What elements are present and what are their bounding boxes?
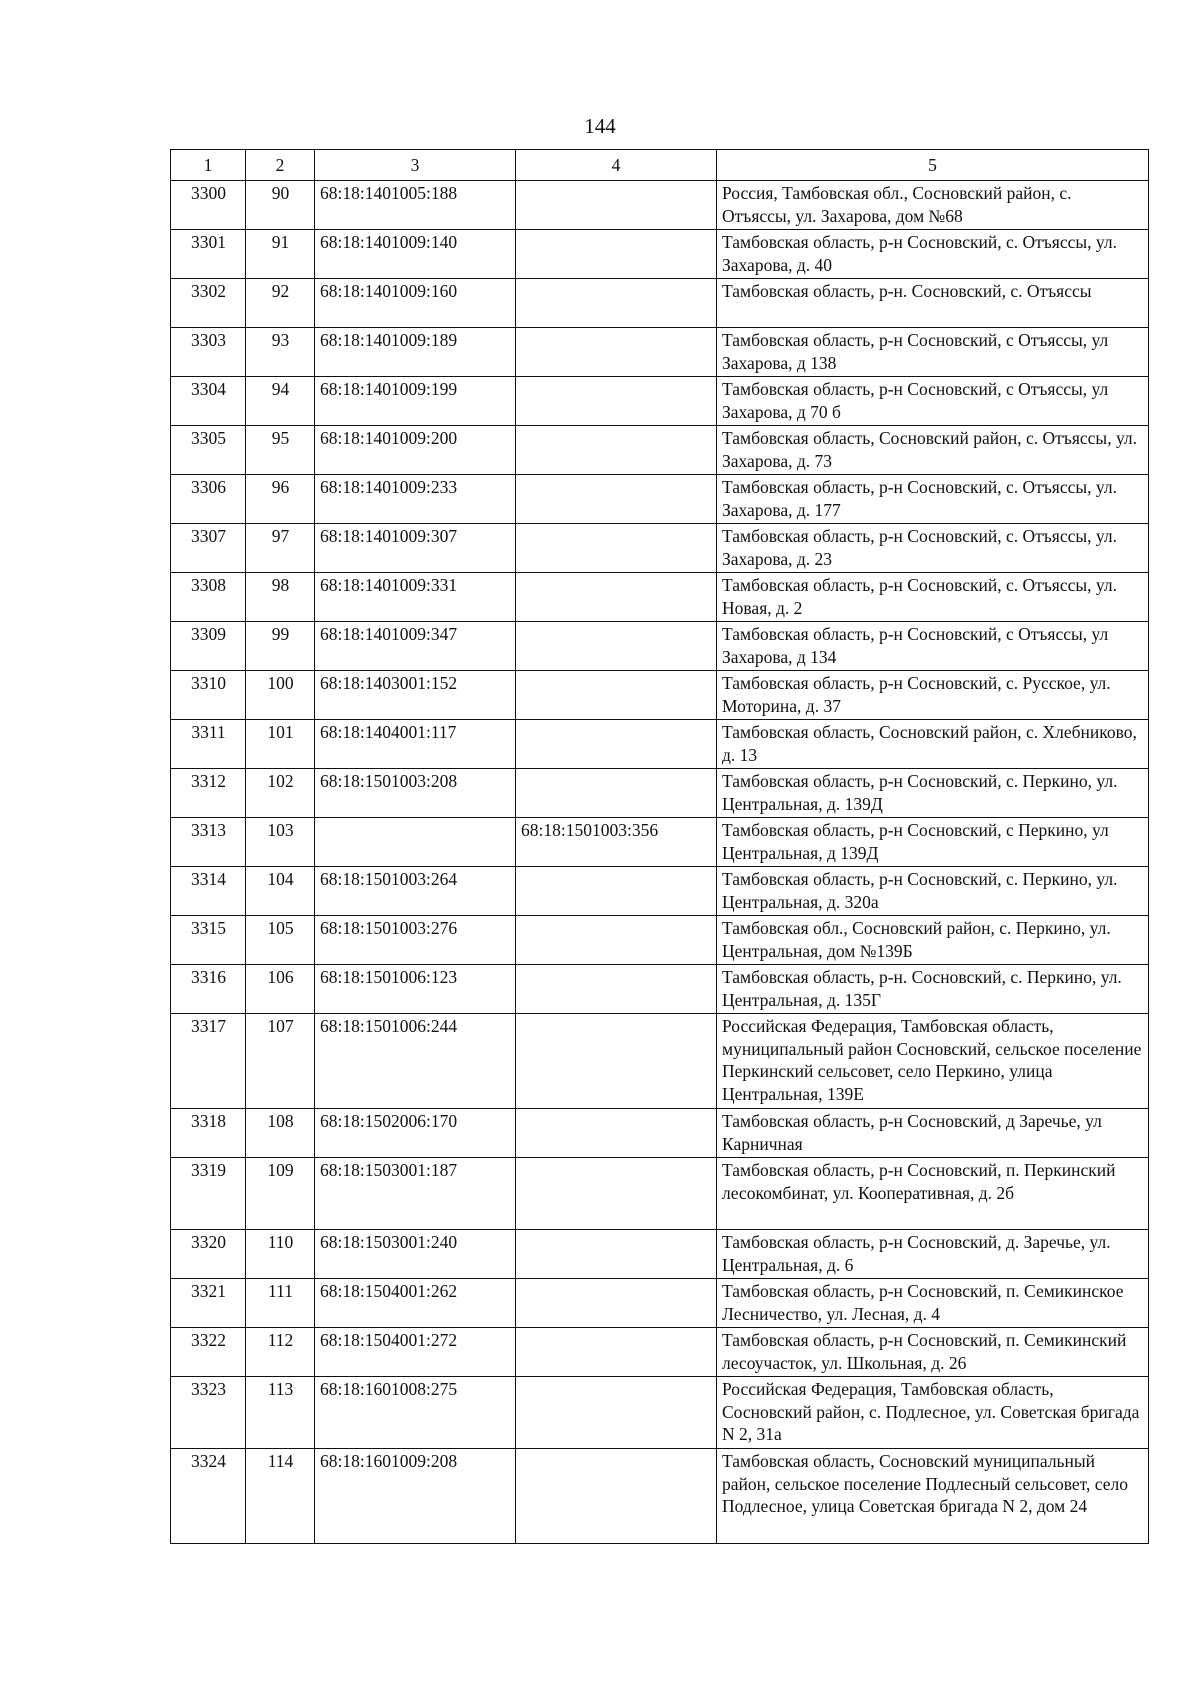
table-row [171, 1377, 1149, 1449]
page-number: 144 [584, 114, 616, 138]
cadastral-number-cell: 68:18:1401009:233 [315, 475, 516, 524]
address-cell: Российская Федерация, Тамбовская область, Сосновский район, с. Подлесное, ул. Советская бригада N 2, 31а [717, 1377, 1149, 1449]
row-index-cell: 110 [246, 1230, 315, 1279]
table-row [171, 377, 1149, 426]
cadastral-number-cell: 68:18:1601009:208 [315, 1449, 516, 1544]
address-cell: Тамбовская область, р-н Сосновский, с Отъяссы, ул Захарова, д 134 [717, 622, 1149, 671]
row-index-cell: 107 [246, 1014, 315, 1109]
address-cell: Тамбовская область, р-н Сосновский, с. Отъяссы, ул. Захарова, д. 40 [717, 230, 1149, 279]
cadastral-number-cell: 68:18:1601008:275 [315, 1377, 516, 1449]
table-row [171, 965, 1149, 1014]
cadastral-number-alt-cell [516, 916, 717, 965]
cadastral-number-alt-cell [516, 1328, 717, 1377]
table-row [171, 1449, 1149, 1544]
row-index-cell: 104 [246, 867, 315, 916]
cadastral-number-alt-cell [516, 671, 717, 720]
cadastral-number-alt-cell [516, 1014, 717, 1109]
row-index-cell: 90 [246, 181, 315, 230]
row-number-cell: 3310 [171, 671, 246, 720]
cadastral-number-alt-cell [516, 377, 717, 426]
row-number-cell: 3319 [171, 1158, 246, 1230]
address-cell: Тамбовская область, р-н Сосновский, п. Семикинское Лесничество, ул. Лесная, д. 4 [717, 1279, 1149, 1328]
row-index-cell: 109 [246, 1158, 315, 1230]
row-number-cell: 3309 [171, 622, 246, 671]
table-row [171, 573, 1149, 622]
cadastral-number-cell: 68:18:1501003:276 [315, 916, 516, 965]
address-cell: Тамбовская область, р-н Сосновский, с Отъяссы, ул Захарова, д 70 б [717, 377, 1149, 426]
cadastral-number-cell: 68:18:1403001:152 [315, 671, 516, 720]
row-number-cell: 3306 [171, 475, 246, 524]
row-index-cell: 103 [246, 818, 315, 867]
address-cell: Тамбовская область, р-н Сосновский, д. Заречье, ул. Центральная, д. 6 [717, 1230, 1149, 1279]
table-header [171, 150, 1149, 181]
address-cell: Тамбовская область, р-н Сосновский, с. Отъяссы, ул. Захарова, д. 23 [717, 524, 1149, 573]
table-row [171, 475, 1149, 524]
row-number-cell: 3315 [171, 916, 246, 965]
cadastral-number-cell: 68:18:1401009:331 [315, 573, 516, 622]
cadastral-number-alt-cell [516, 1377, 717, 1449]
row-number-cell: 3304 [171, 377, 246, 426]
row-number-cell: 3320 [171, 1230, 246, 1279]
row-index-cell: 92 [246, 279, 315, 328]
cadastral-number-cell: 68:18:1504001:262 [315, 1279, 516, 1328]
row-index-cell: 94 [246, 377, 315, 426]
cadastral-number-cell: 68:18:1401009:160 [315, 279, 516, 328]
cadastral-number-alt-cell [516, 426, 717, 475]
row-index-cell: 97 [246, 524, 315, 573]
cadastral-number-alt-cell [516, 965, 717, 1014]
row-number-cell: 3308 [171, 573, 246, 622]
cadastral-number-alt-cell: 68:18:1501003:356 [516, 818, 717, 867]
cadastral-number-cell: 68:18:1503001:240 [315, 1230, 516, 1279]
address-cell: Тамбовская область, р-н Сосновский, с. Перкино, ул. Центральная, д. 139Д [717, 769, 1149, 818]
table-row [171, 720, 1149, 769]
table-row [171, 524, 1149, 573]
address-cell: Тамбовская область, Сосновский район, с. Отъяссы, ул. Захарова, д. 73 [717, 426, 1149, 475]
cadastral-number-alt-cell [516, 1449, 717, 1544]
row-number-cell: 3314 [171, 867, 246, 916]
address-cell: Тамбовская обл., Сосновский район, с. Перкино, ул. Центральная, дом №139Б [717, 916, 1149, 965]
row-index-cell: 102 [246, 769, 315, 818]
cadastral-number-alt-cell [516, 720, 717, 769]
cadastral-number-cell: 68:18:1504001:272 [315, 1328, 516, 1377]
cadastral-number-cell: 68:18:1503001:187 [315, 1158, 516, 1230]
row-index-cell: 99 [246, 622, 315, 671]
row-number-cell: 3312 [171, 769, 246, 818]
row-number-cell: 3302 [171, 279, 246, 328]
row-number-cell: 3313 [171, 818, 246, 867]
row-index-cell: 91 [246, 230, 315, 279]
address-cell: Тамбовская область, р-н Сосновский, с Отъяссы, ул Захарова, д 138 [717, 328, 1149, 377]
row-number-cell: 3301 [171, 230, 246, 279]
table-row [171, 622, 1149, 671]
header-col-5: 5 [717, 150, 1149, 181]
row-number-cell: 3324 [171, 1449, 246, 1544]
cadastral-number-cell: 68:18:1401009:189 [315, 328, 516, 377]
address-cell: Тамбовская область, р-н Сосновский, с. Перкино, ул. Центральная, д. 320а [717, 867, 1149, 916]
address-cell: Тамбовская область, р-н Сосновский, с. Отъяссы, ул. Новая, д. 2 [717, 573, 1149, 622]
cadastral-number-cell: 68:18:1501006:244 [315, 1014, 516, 1109]
row-index-cell: 108 [246, 1109, 315, 1158]
cadastral-number-alt-cell [516, 1230, 717, 1279]
address-cell: Тамбовская область, Сосновский муниципальный район, сельское поселение Подлесный сельсовет, село Подлесное, улица Советская бригада N 2, дом 24 [717, 1449, 1149, 1544]
table-row [171, 1158, 1149, 1230]
address-cell: Тамбовская область, р-н Сосновский, п. Перкинский лесокомбинат, ул. Кооперативная, д. 2б [717, 1158, 1149, 1230]
row-number-cell: 3323 [171, 1377, 246, 1449]
cadastral-number-alt-cell [516, 475, 717, 524]
header-row [171, 150, 1149, 181]
cadastral-number-alt-cell [516, 1109, 717, 1158]
cadastral-number-alt-cell [516, 573, 717, 622]
row-number-cell: 3305 [171, 426, 246, 475]
cadastral-number-cell: 68:18:1401009:140 [315, 230, 516, 279]
row-index-cell: 111 [246, 1279, 315, 1328]
row-index-cell: 106 [246, 965, 315, 1014]
table-row [171, 769, 1149, 818]
row-number-cell: 3316 [171, 965, 246, 1014]
address-cell: Тамбовская область, р-н Сосновский, с Перкино, ул Центральная, д 139Д [717, 818, 1149, 867]
cadastral-number-cell: 68:18:1401009:199 [315, 377, 516, 426]
cadastral-number-alt-cell [516, 769, 717, 818]
row-index-cell: 105 [246, 916, 315, 965]
table-body [171, 181, 1149, 1544]
cadastral-number-cell: 68:18:1401009:347 [315, 622, 516, 671]
cadastral-number-cell: 68:18:1502006:170 [315, 1109, 516, 1158]
table-row [171, 1279, 1149, 1328]
row-number-cell: 3307 [171, 524, 246, 573]
table-row [171, 1230, 1149, 1279]
row-number-cell: 3318 [171, 1109, 246, 1158]
cadastral-number-cell: 68:18:1501003:264 [315, 867, 516, 916]
cadastral-number-alt-cell [516, 230, 717, 279]
address-cell: Тамбовская область, р-н. Сосновский, с. Перкино, ул. Центральная, д. 135Г [717, 965, 1149, 1014]
cadastral-number-cell: 68:18:1401009:307 [315, 524, 516, 573]
row-index-cell: 114 [246, 1449, 315, 1544]
header-col-1: 1 [171, 150, 246, 181]
row-index-cell: 95 [246, 426, 315, 475]
row-number-cell: 3303 [171, 328, 246, 377]
table-row [171, 230, 1149, 279]
table-row [171, 818, 1149, 867]
cadastral-number-cell: 68:18:1404001:117 [315, 720, 516, 769]
address-cell: Россия, Тамбовская обл., Сосновский район, с. Отъяссы, ул. Захарова, дом №68 [717, 181, 1149, 230]
address-cell: Тамбовская область, р-н Сосновский, п. Семикинский лесоучасток, ул. Школьная, д. 26 [717, 1328, 1149, 1377]
address-cell: Тамбовская область, р-н Сосновский, д Заречье, ул Карничная [717, 1109, 1149, 1158]
row-number-cell: 3321 [171, 1279, 246, 1328]
address-cell: Тамбовская область, р-н Сосновский, с. Отъяссы, ул. Захарова, д. 177 [717, 475, 1149, 524]
address-cell: Российская Федерация, Тамбовская область, муниципальный район Сосновский, сельское поселение Перкинский сельсовет, село Перкино, улица Центральная, 139Е [717, 1014, 1149, 1109]
row-index-cell: 98 [246, 573, 315, 622]
table-row [171, 181, 1149, 230]
address-cell: Тамбовская область, Сосновский район, с. Хлебниково, д. 13 [717, 720, 1149, 769]
cadastral-number-cell [315, 818, 516, 867]
cadastral-number-cell: 68:18:1501003:208 [315, 769, 516, 818]
address-cell: Тамбовская область, р-н. Сосновский, с. Отъяссы [717, 279, 1149, 328]
table-row [171, 328, 1149, 377]
table-row [171, 1014, 1149, 1109]
table-row [171, 671, 1149, 720]
cadastral-number-cell: 68:18:1401009:200 [315, 426, 516, 475]
table-row [171, 426, 1149, 475]
row-index-cell: 113 [246, 1377, 315, 1449]
cadastral-number-alt-cell [516, 867, 717, 916]
table-row [171, 916, 1149, 965]
cadastral-number-alt-cell [516, 1279, 717, 1328]
address-cell: Тамбовская область, р-н Сосновский, с. Русское, ул. Моторина, д. 37 [717, 671, 1149, 720]
table-row [171, 1109, 1149, 1158]
cadastral-number-alt-cell [516, 1158, 717, 1230]
cadastral-number-alt-cell [516, 524, 717, 573]
cadastral-number-cell: 68:18:1501006:123 [315, 965, 516, 1014]
row-index-cell: 100 [246, 671, 315, 720]
table-row [171, 279, 1149, 328]
cadastral-number-alt-cell [516, 622, 717, 671]
cadastral-number-alt-cell [516, 181, 717, 230]
row-number-cell: 3317 [171, 1014, 246, 1109]
row-number-cell: 3300 [171, 181, 246, 230]
row-number-cell: 3311 [171, 720, 246, 769]
row-index-cell: 96 [246, 475, 315, 524]
table-row [171, 1328, 1149, 1377]
row-index-cell: 93 [246, 328, 315, 377]
header-col-4: 4 [516, 150, 717, 181]
registry-table [170, 149, 1149, 1544]
row-index-cell: 112 [246, 1328, 315, 1377]
cadastral-number-alt-cell [516, 279, 717, 328]
row-index-cell: 101 [246, 720, 315, 769]
cadastral-number-alt-cell [516, 328, 717, 377]
header-col-2: 2 [246, 150, 315, 181]
cadastral-number-cell: 68:18:1401005:188 [315, 181, 516, 230]
table-row [171, 867, 1149, 916]
row-number-cell: 3322 [171, 1328, 246, 1377]
header-col-3: 3 [315, 150, 516, 181]
